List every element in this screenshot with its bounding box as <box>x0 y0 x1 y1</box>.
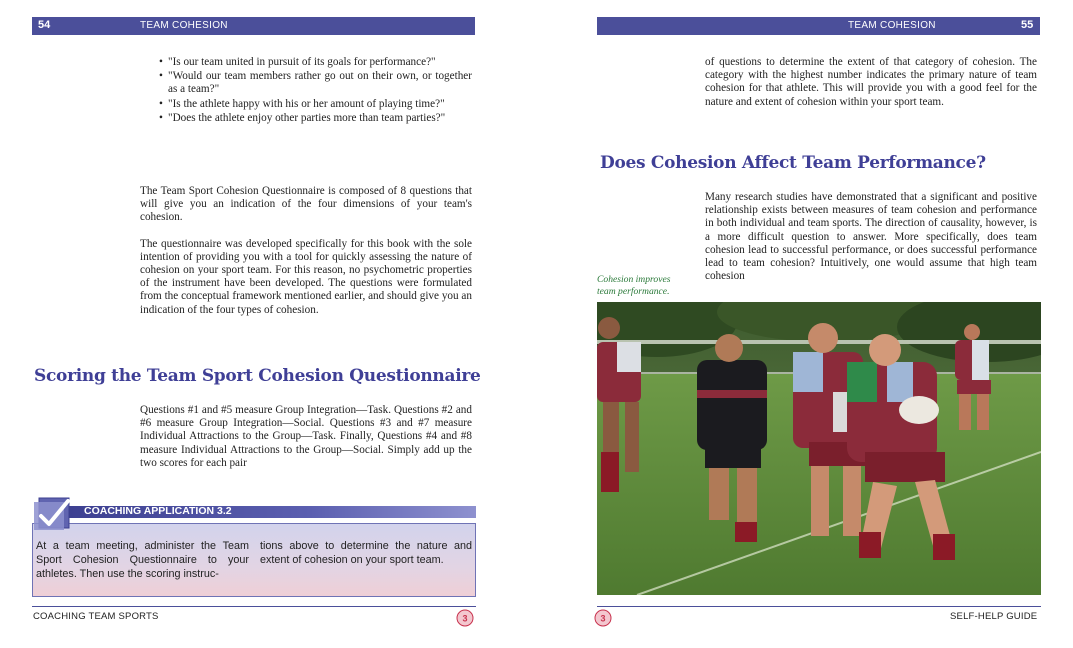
left-body-text <box>140 185 472 330</box>
coaching-application-col2: tions above to determine the nature and extent of cohesion on your sport team. <box>260 540 472 566</box>
running-header-title: TEAM COHESION <box>140 20 228 31</box>
page-number: 54 <box>38 19 51 31</box>
footer-rule <box>32 606 476 607</box>
page-number: 55 <box>1021 19 1034 31</box>
right-page-header <box>597 17 1040 35</box>
chapter-logo-icon <box>594 608 612 628</box>
footer-text: SELF-HELP GUIDE <box>950 611 1038 622</box>
checkmark-icon <box>32 496 74 532</box>
paragraph: The Team Sport Cohesion Questionnaire is composed of 8 questions that will give you an indication of the four dimensions of your team's cohesion. <box>140 185 472 224</box>
coaching-application-col1: At a team meeting, administer the Team Sport Cohesion Questionnaire to your athletes. Then use the scoring instruc- <box>36 540 249 580</box>
coaching-application-box <box>32 496 476 597</box>
left-page-header <box>32 17 475 35</box>
chapter-logo-number: 3 <box>600 613 606 624</box>
section-heading: Scoring the Team Sport Cohesion Questionnaire <box>34 366 481 386</box>
question-bullet-list <box>159 56 472 126</box>
footer-rule <box>597 606 1041 607</box>
bullet-item: • "Does the athlete enjoy other parties more than team parties?" <box>159 112 472 125</box>
chapter-logo-number: 3 <box>462 613 468 624</box>
bullet-item: • "Is our team united in pursuit of its goals for performance?" <box>159 56 472 69</box>
scoring-paragraph: Questions #1 and #5 measure Group Integration—Task. Questions #2 and #6 measure Group Integration—Social. Questions #3 and #7 measure Individual Attractions to the Group—Task. Finally, Questions #4 and #8 measure Individual Attractions to the Group—Social. Simply add up the two scores for each pair <box>140 404 472 469</box>
player-figure <box>597 317 641 492</box>
left-page <box>0 0 536 648</box>
chapter-logo-icon <box>456 608 474 628</box>
running-header-title: TEAM COHESION <box>848 20 936 31</box>
bullet-item: • "Is the athlete happy with his or her amount of playing time?" <box>159 98 472 111</box>
photo-caption: Cohesion improves team performance. <box>597 274 671 297</box>
footer-text: COACHING TEAM SPORTS <box>33 611 159 622</box>
coaching-application-content <box>32 523 476 597</box>
coaching-application-label: COACHING APPLICATION 3.2 <box>84 505 232 517</box>
bullet-item: • "Would our team members rather go out on their own, or together as a team?" <box>159 70 472 96</box>
rugby-photo <box>597 302 1041 595</box>
paragraph: The questionnaire was developed specifically for this book with the sole intention of providing you with a tool for quickly assessing the nature of cohesion on your sport team. For this reason, no psychometric properties of the instrument have been developed. The questions were formulated from the conceptual framework mentioned earlier, and should give you an indication of the four types of cohesion. <box>140 237 472 316</box>
right-top-paragraph: of questions to determine the extent of that category of cohesion. The category with the highest number indicates the primary nature of team cohesion for that athlete. This will provide you with a good feel for the nature and extent of cohesion within your sport team. <box>705 56 1037 108</box>
section-heading: Does Cohesion Affect Team Performance? <box>600 153 986 173</box>
right-body-paragraph: Many research studies have demonstrated that a significant and positive relationship exists between measures of team cohesion and performance in both individual and team sports. The direction of causality, however, is a more difficult question to answer. More specifically, does team cohesion lead to successful performance, or does successful performance lead to team cohesion? Intuitively, one would assume that high team cohesion <box>705 191 1037 283</box>
